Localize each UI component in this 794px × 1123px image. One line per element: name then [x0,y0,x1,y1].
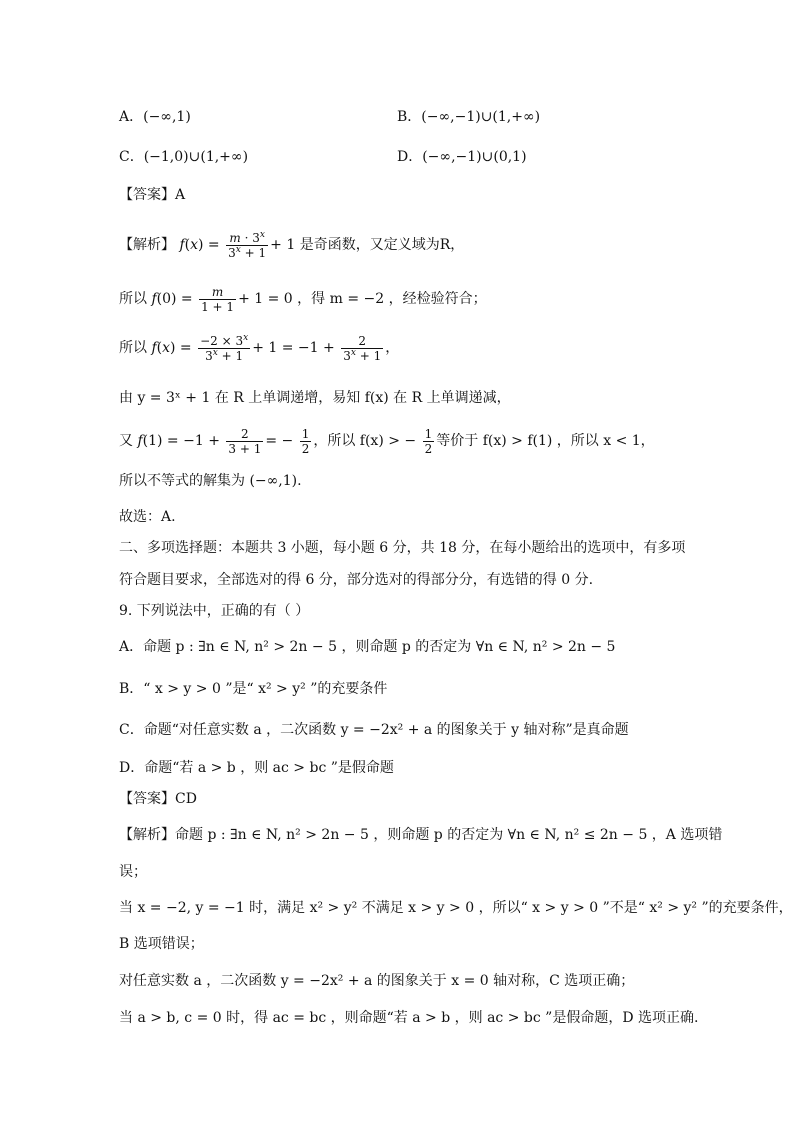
q9-analysis-line2: 误； [119,864,147,880]
q9-option-c: C．命题“对任意实数 a ，二次函数 y = −2x² + a 的图象关于 y 轴对称”是真命题 [119,722,629,738]
q8-analysis-line7: 故选：A. [119,509,176,525]
analysis-label: 【解析】 [119,237,175,253]
q9-option-d: D．命题“若 a > b ，则 ac > bc ”是假命题 [119,760,394,776]
q8-option-c: C．(−1,0)∪(1,+∞) [119,149,249,165]
q8-analysis-line6: 所以不等式的解集为 (−∞,1). [119,473,302,489]
fraction: $\frac{-2 \times 3^x}{3^x + 1}$ [200,332,249,363]
q9-analysis-line4: B 选项错误； [119,936,204,952]
q8-analysis-line1: 【解析】 f(x) = $\frac{m \cdot 3^x}{3^x + 1}$ + 1 是奇函数，又定义域为R， [119,229,465,260]
q8-option-d: D．(−∞,−1)∪(0,1) [397,149,527,165]
fraction: $\frac{1}{2}$ [301,426,310,456]
q9-answer: 【答案】CD [119,791,197,807]
q9-analysis-line6: 当 a > b, c = 0 时，得 ac = bc ，则命题“若 a > b ，则 ac > bc ”是假命题，D 选项正确. [119,1010,699,1026]
fraction: $\frac{m}{1 + 1}$ [201,284,235,314]
q8-analysis-line3: 所以 f(x) = $\frac{-2 \times 3^x}{3^x + 1}$ + 1 = −1 + $\frac{2}{3^x + 1}$ ， [119,332,400,363]
q8-analysis-line4: 由 y = 3ˣ + 1 在 R 上单调递增，易知 f(x) 在 R 上单调递减， [119,390,511,406]
q8-analysis-line2: 所以 f(0) = $\frac{m}{1 + 1}$ + 1 = 0 ，得 m = −2 ，经检验符合； [119,284,487,314]
q9-option-b: B．“ x > y > 0 ”是“ x² > y² ”的充要条件 [119,681,388,697]
q8-answer: 【答案】A [119,187,186,203]
fraction: $\frac{1}{2}$ [424,426,433,456]
q8-option-a: A．(−∞,1) [119,109,191,125]
fraction: $\frac{2}{3 + 1}$ [228,426,262,456]
fraction: $\frac{2}{3^x + 1}$ [343,333,382,363]
q9-analysis-line1: 【解析】命题 p : ∃n ∈ N, n² > 2n − 5 ，则命题 p 的否定为 ∀n ∈ N, n² ≤ 2n − 5 ，A 选项错 [119,827,723,843]
q9-analysis-line3: 当 x = −2, y = −1 时，满足 x² > y² 不满足 x > y > 0 ，所以“ x > y > 0 ”不是“ x² > y² ”的充要条件， [119,900,793,916]
q9-option-a: A．命题 p : ∃n ∈ N, n² > 2n − 5 ，则命题 p 的否定为 ∀n ∈ N, n² > 2n − 5 [119,639,616,655]
analysis-text: 是奇函数，又定义域为R， [299,237,465,253]
q9-stem: 9. 下列说法中，正确的有（ ） [119,603,310,619]
section2-heading-line2: 符合题目要求，全部选对的得 6 分，部分选对的得部分分，有选错的得 0 分. [119,572,594,588]
q9-analysis-line5: 对任意实数 a ，二次函数 y = −2x² + a 的图象关于 x = 0 轴对称，C 选项正确； [119,973,635,989]
q8-analysis-line5: 又 f(1) = −1 + $\frac{2}{3 + 1}$ = − $\frac{1}{2}$ ，所以 f(x) > − $\frac{1}{2}$ 等价于 f(x) > f(1) ，所以 x < 1， [119,426,655,456]
fraction: $\frac{m \cdot 3^x}{3^x + 1}$ [228,229,267,260]
q8-option-b: B．(−∞,−1)∪(1,+∞) [397,109,541,125]
section2-heading-line1: 二、多项选择题：本题共 3 小题，每小题 6 分，共 18 分，在每小题给出的选项中，有多项 [119,540,686,556]
